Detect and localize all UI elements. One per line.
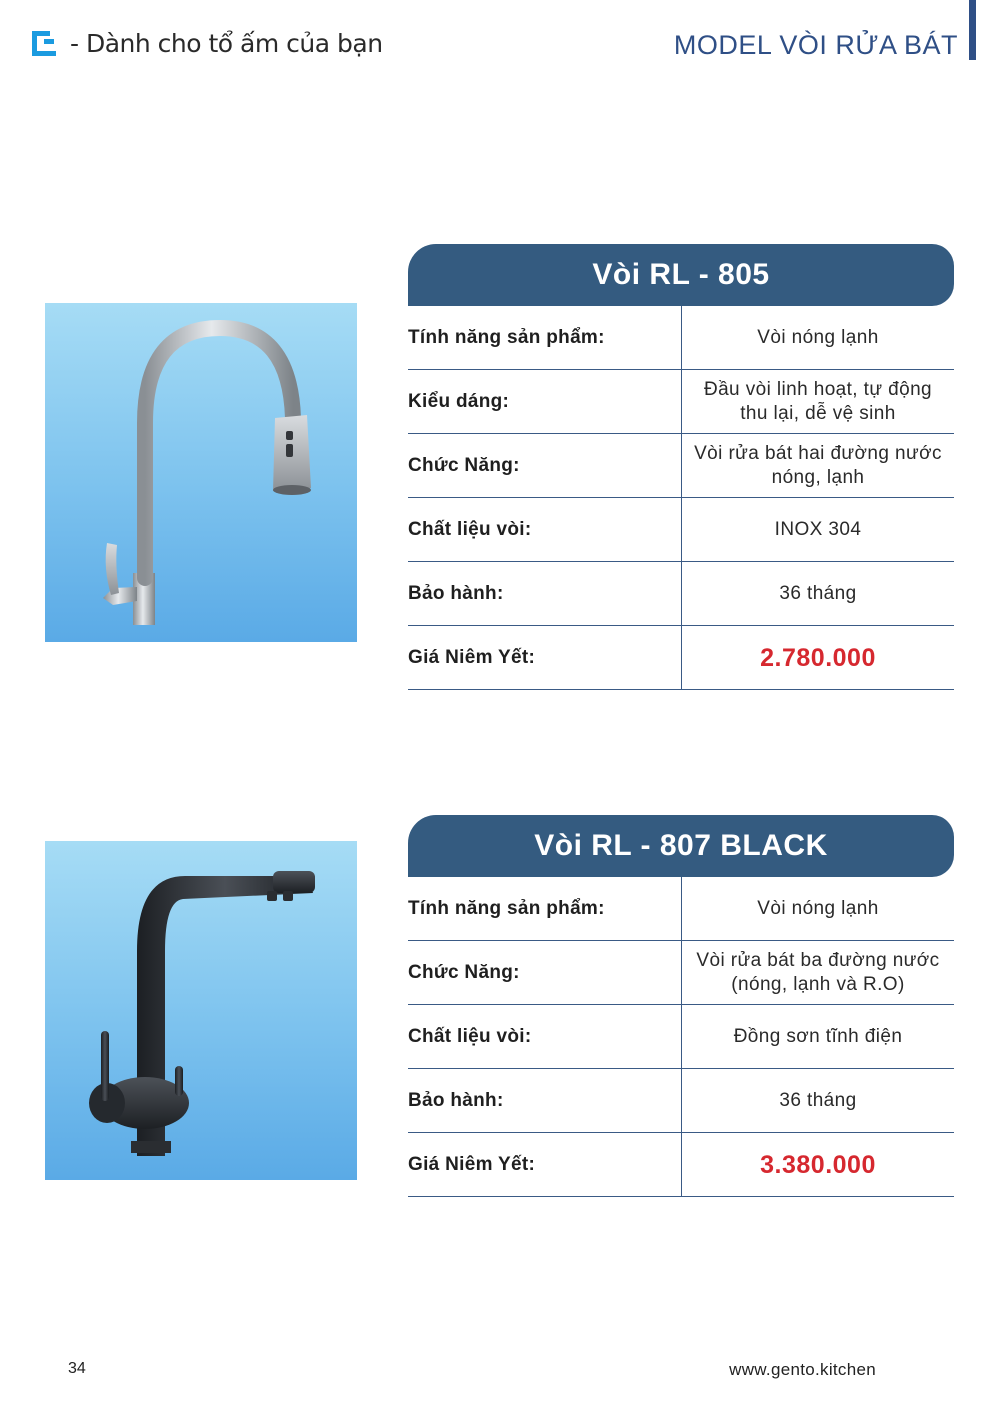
- spec-row: [408, 1005, 954, 1069]
- spec-value: Đồng sơn tĩnh điện: [733, 1025, 903, 1047]
- website-link[interactable]: www.gento.kitchen: [729, 1360, 876, 1379]
- spec-table-rl-807-black: [408, 815, 954, 1197]
- spec-value: Vòi rửa bát hai đường nước nóng, lạnh: [694, 442, 942, 488]
- spec-row-price: [408, 1133, 954, 1197]
- spec-row: [408, 434, 954, 498]
- spec-row: [408, 498, 954, 562]
- spec-label: Tính năng sản phẩm:: [408, 877, 682, 940]
- spec-value: Vòi nóng lạnh: [757, 897, 879, 919]
- spec-label: Chức Năng:: [408, 941, 682, 1004]
- spec-row: [408, 306, 954, 370]
- spec-label: Kiểu dáng:: [408, 370, 682, 433]
- spec-label: Tính năng sản phẩm:: [408, 306, 682, 369]
- price-value: 2.780.000: [760, 643, 876, 672]
- section-title: MODEL VÒI RỬA BÁT: [673, 30, 958, 60]
- faucet-three-way-icon: [45, 841, 357, 1180]
- spec-value: 36 tháng: [779, 1089, 857, 1111]
- header-accent-bar: [969, 0, 976, 60]
- product-title: Vòi RL - 805: [408, 244, 954, 306]
- spec-label: Bảo hành:: [408, 562, 682, 625]
- spec-value: Vòi nóng lạnh: [757, 326, 879, 348]
- spec-label: Giá Niêm Yết:: [408, 1133, 682, 1196]
- spec-row: [408, 941, 954, 1005]
- spec-label: Chức Năng:: [408, 434, 682, 497]
- spec-value: 36 tháng: [779, 582, 857, 604]
- spec-row: [408, 877, 954, 941]
- tagline: - Dành cho tổ ấm của bạn: [70, 28, 383, 58]
- spec-value: INOX 304: [774, 518, 862, 540]
- spec-label: Bảo hành:: [408, 1069, 682, 1132]
- spec-label: Giá Niêm Yết:: [408, 626, 682, 689]
- product-image-rl-807-black: [45, 841, 357, 1180]
- spec-table-rl-805: [408, 244, 954, 690]
- spec-row: [408, 370, 954, 434]
- spec-row: [408, 1069, 954, 1133]
- gento-logo-icon: [30, 28, 58, 58]
- spec-label: Chất liệu vòi:: [408, 498, 682, 561]
- spec-label: Chất liệu vòi:: [408, 1005, 682, 1068]
- spec-row-price: [408, 626, 954, 690]
- faucet-pull-down-icon: [45, 303, 357, 642]
- product-image-rl-805: [45, 303, 357, 642]
- header-brand: [30, 28, 383, 58]
- spec-row: [408, 562, 954, 626]
- product-title: Vòi RL - 807 BLACK: [408, 815, 954, 877]
- price-value: 3.380.000: [760, 1150, 876, 1179]
- spec-value: Đầu vòi linh hoạt, tự động thu lại, dễ vệ sinh: [703, 378, 933, 424]
- spec-value: Vòi rửa bát ba đường nước (nóng, lạnh và R.O): [696, 949, 940, 995]
- page-number: 34: [68, 1360, 86, 1377]
